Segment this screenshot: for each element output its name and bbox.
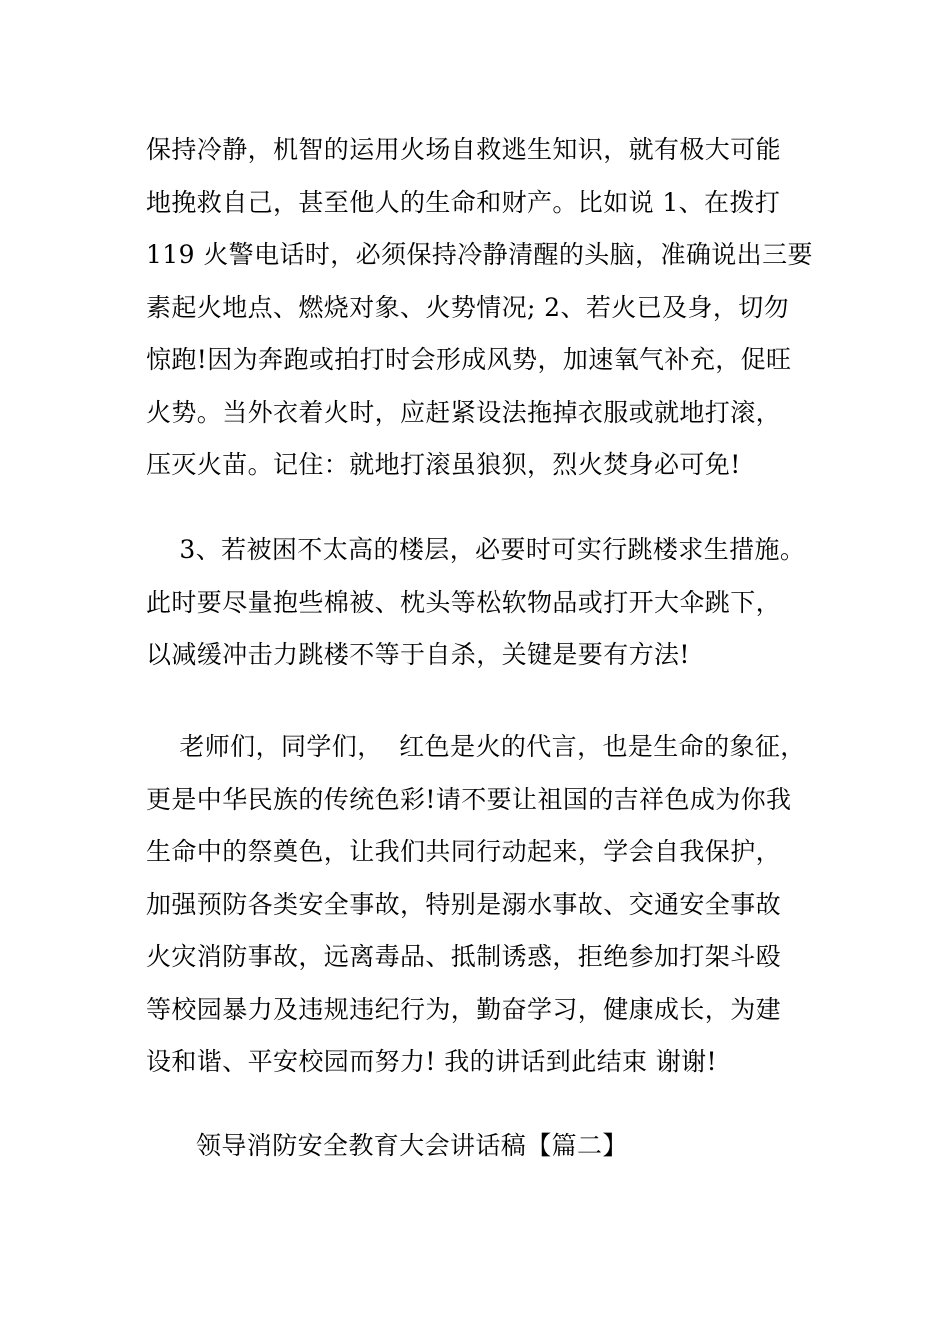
- text-line: 3、若被困不太高的楼层，必要时可实行跳楼求生措施。: [146, 535, 806, 564]
- text-line: 此时要尽量抱些棉被、枕头等松软物品或打开大伞跳下，: [146, 587, 782, 617]
- text-line: 火势。当外衣着火时，应赶紧设法拖掉衣服或就地打滚，: [146, 397, 782, 427]
- text-line: 地挽救自己，甚至他人的生命和财产。比如说 1、在拨打: [146, 187, 781, 217]
- text-line: 素起火地点、燃烧对象、火势情况; 2、若火已及身，切勿: [146, 292, 790, 322]
- section-heading: 领导消防安全教育大会讲话稿【篇二】: [196, 1131, 628, 1160]
- text-line: 惊跑!因为奔跑或拍打时会形成风势，加速氧气补充，促旺: [146, 345, 792, 374]
- text-line: 火灾消防事故，远离毒品、抵制诱惑，拒绝参加打架斗殴: [146, 942, 782, 971]
- text-line: 压灭火苗。记住：就地打滚虽狼狈，烈火焚身必可免!: [146, 450, 741, 479]
- text-line: 更是中华民族的传统色彩!请不要让祖国的吉祥色成为你我: [146, 784, 792, 814]
- text-line: 设和谐、平安校园而努力! 我的讲话到此结束 谢谢!: [146, 1047, 717, 1076]
- paragraph-jump-escape: [146, 524, 846, 682]
- paragraph-fire-escape-tips: [146, 124, 846, 492]
- text-line: 保持冷静，机智的运用火场自救逃生知识，就有极大可能: [146, 135, 782, 164]
- text-line: 119 火警电话时，必须保持冷静清醒的头脑，准确说出三要: [146, 240, 813, 269]
- text-line: 等校园暴力及违规违纪行为，勤奋学习，健康成长，为建: [146, 994, 782, 1024]
- text-line: 生命中的祭奠色，让我们共同行动起来，学会自我保护，: [146, 837, 782, 866]
- text-line: 加强预防各类安全事故，特别是溺水事故、交通安全事故: [146, 889, 782, 919]
- text-line: 以减缓冲击力跳楼不等于自杀，关键是要有方法!: [146, 640, 690, 669]
- paragraph-closing-remarks: [146, 721, 846, 1089]
- text-line: 老师们，同学们， 红色是火的代言，也是生命的象征，: [146, 732, 806, 761]
